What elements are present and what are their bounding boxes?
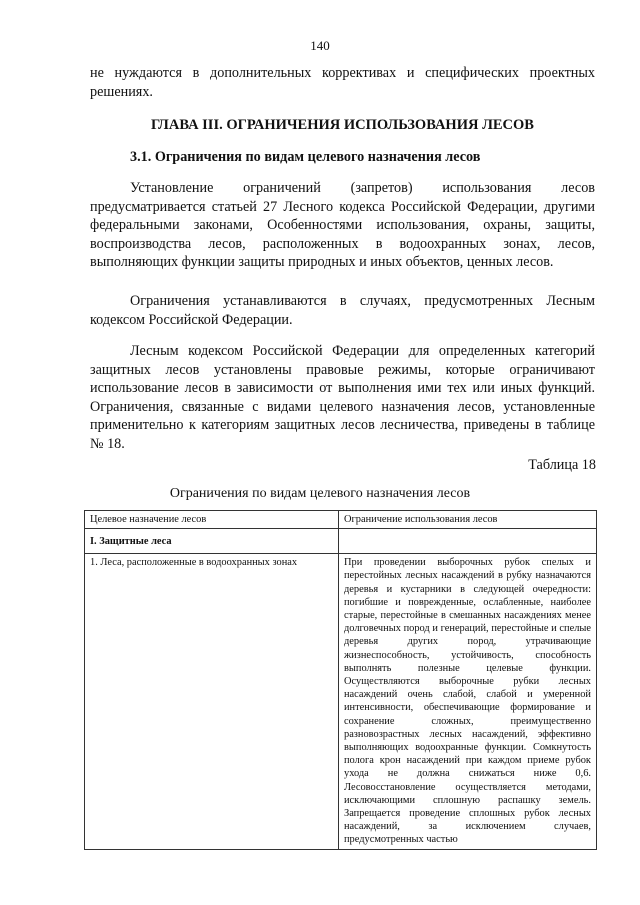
table-group-row — [85, 529, 597, 554]
table-header-row — [85, 511, 597, 529]
row-restriction: При проведении выборочных рубок спелых и перестойных лесных насаждений в рубку назначаются деревья и кустарники в следующей очередности: погибшие и поврежденные, ослабленные, наиболее старые, перестойные в смешанных насаждениях менее долговечных пород и генераций, перестойные и спелые деревья других пород, утрачивающие жизнеспособность, устойчивость, способность выполнять полезные целевые функции. Осуществляются выборочные рубки лесных насаждений очень слабой, слабой и умеренной интенсивности, обеспечивающие формирование и сохранение сложных, преимущественно разновозрастных лесных насаждений, эффективно выполняющих водоохранные функции. Сомкнутость полога крон насаждений при каждом приеме рубок ухода не должна снижаться ниже 0,6. Лесовосстановление осуществляется методами, исключающими сплошную распашку земель. Запрещается проведение сплошных рубок лесных насаждений, за исключением случаев, предусмотренных частью — [339, 554, 597, 849]
restrictions-table — [84, 510, 597, 850]
group-label: I. Защитные леса — [85, 529, 339, 554]
paragraph-3: Лесным кодексом Российской Федерации для определенных категорий защитных лесов установлены правовые режимы, которые ограничивают использование лесов в зависимости от выполнения ими тех или иных функций. Ограничения, связанные с видами целевого назначения лесов, установленные применительно к категориям защитных лесов лесничества, приведены в таблице № 18. — [90, 343, 595, 452]
header-restriction: Ограничение использования лесов — [339, 511, 597, 529]
page-number: 140 — [310, 38, 330, 53]
paragraph-1: Установление ограничений (запретов) использования лесов предусматривается статьей 27 Лесного кодекса Российской Федерации, другими федеральными законами, Особенностями использования, охраны, защиты, воспроизводства лесов, расположенных в водоохранных зонах, лесов, выполняющих функции защиты природных и иных объектов, ценных лесов. — [90, 180, 595, 270]
header-purpose: Целевое назначение лесов — [85, 511, 339, 529]
group-empty-cell — [339, 529, 597, 554]
table-label: Таблица 18 — [528, 457, 596, 473]
intro-paragraph: не нуждаются в дополнительных коррективах и специфических проектных решениях. — [90, 65, 595, 100]
table-row — [85, 554, 597, 849]
chapter-title: ГЛАВА III. ОГРАНИЧЕНИЯ ИСПОЛЬЗОВАНИЯ ЛЕСОВ — [151, 117, 534, 133]
table-title: Ограничения по видам целевого назначения лесов — [169, 486, 471, 501]
row-purpose: 1. Леса, расположенные в водоохранных зонах — [85, 554, 339, 849]
paragraph-2: Ограничения устанавливаются в случаях, предусмотренных Лесным кодексом Российской Федерации. — [90, 293, 595, 328]
section-title: 3.1. Ограничения по видам целевого назначения лесов — [130, 149, 481, 165]
